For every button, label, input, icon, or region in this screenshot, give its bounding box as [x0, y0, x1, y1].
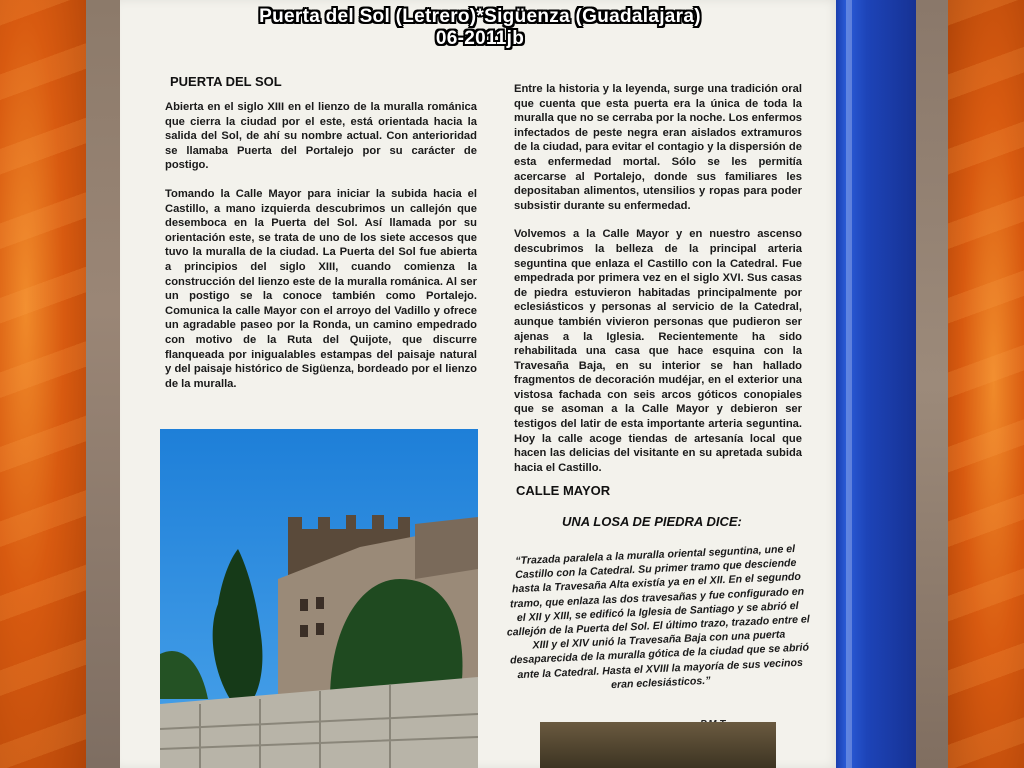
caption-title: Puerta del Sol (Letrero)*Sigüenza (Guadalajara): [259, 6, 701, 27]
orange-background-left: [0, 0, 86, 768]
stone-wall-left: [86, 0, 122, 768]
paragraph: Tomando la Calle Mayor para iniciar la subida hacia el Castillo, a mano izquierda descubrimos un callejón que desemboca en la Puerta del Sol. Así llamada por su orientación este, se trata de uno de los siete accesos que tuvo la muralla de la ciudad. La Puerta del Sol fue abierta a principios del siglo XIII, cuando comienza la construcción del lienzo este de la muralla románica. Al ser un postigo se la conoce también como Portalejo. Comunica la calle Mayor con el arroyo del Vadillo y ofrece un agradable paseo por la Ronda, un camino empedrado con motivo de la Ruta del Quijote, que discurre flanqueada por inigualables estampas del paisaje natural y del paisaje histórico de Sigüenza, bordeado por el lienzo de la muralla.: [165, 187, 477, 390]
castle-photo-illustration: [160, 429, 478, 768]
caption-date: 06-2011jb: [435, 28, 525, 49]
paragraph: Abierta en el siglo XIII en el lienzo de la muralla románica que cierra la ciudad por el este, está orientada hacia la salida del Sol, de ahí su nombre actual. Con anterioridad se llamaba Puerta del Portalejo por su carácter de postigo.: [165, 101, 477, 172]
stone-wall-right: [916, 0, 948, 768]
small-street-photo: [540, 722, 776, 768]
right-text-column: [514, 82, 802, 489]
sign-blue-frame: [836, 0, 924, 768]
heading-calle-mayor: CALLE MAYOR: [516, 483, 611, 498]
paragraph: Volvemos a la Calle Mayor y en nuestro ascenso descubrimos la belleza de la principal arteria seguntina que enlaza el Castillo con la Catedral. Fue empedrada por primera vez en el siglo XVI. Sus casas de piedra estuvieron habitadas principalmente por eclesiásticos y personas al servicio de la Catedral, aunque también vivieron personas que pudieron ser ajenas a la Iglesia. Recientemente ha sido rehabilitada una casa que hace esquina con la Travesaña Baja, en su interior se han hallado fragmentos de decoración mudéjar, en el exterior una vistosa fachada con seis arcos góticos conopiales que se asoman a la Calle Mayor y debieron ser testigos del latir de esta importante arteria seguntina. Hoy la calle acoge tiendas de artesanía local que hacen las delicias del visitante en su apretada subida hacia el Castillo.: [514, 228, 802, 474]
stone-slab-quote: “Trazada paralela a la muralla oriental seguntina, une el Castillo con la Catedral. Su primer tramo que desciende hasta la Travesaña Alta existía ya en el XII. En el segundo tramo, que enlaza las dos travesañas y fue configurado en el XII y XIII, se edificó la Iglesia de Santiago y se abrió el callejón de la Puerta del Sol. El último trazo, trazado entre el XIII y el XIV unió la Travesaña Baja con una puerta desaparecida de la muralla gótica de la ciudad que se abrió ante la Catedral. Hasta el XVIII la mayoría de sus vecinos eran eclesiásticos.”: [506, 542, 811, 691]
castle-photo: [160, 429, 478, 768]
paragraph: Entre la historia y la leyenda, surge una tradición oral que cuenta que esta puerta era la única de toda la muralla que no se cerraba por la noche. Los enfermos infectados de peste negra eran aislados extramuros de la ciudad, para evitar el contagio y la dispersión de esta enfermedad mortal. Sólo se les permitía acercarse al Portalejo, donde sus familiares les depositaban alimentos, utensilios y ropas para poder subsistir durante su enfermedad.: [514, 83, 802, 212]
orange-background-right: [948, 0, 1024, 768]
photo-caption: [150, 6, 810, 50]
heading-losa-de-piedra: UNA LOSA DE PIEDRA DICE:: [562, 514, 742, 529]
left-text-column: [165, 100, 477, 405]
heading-puerta-del-sol: PUERTA DEL SOL: [170, 74, 282, 89]
